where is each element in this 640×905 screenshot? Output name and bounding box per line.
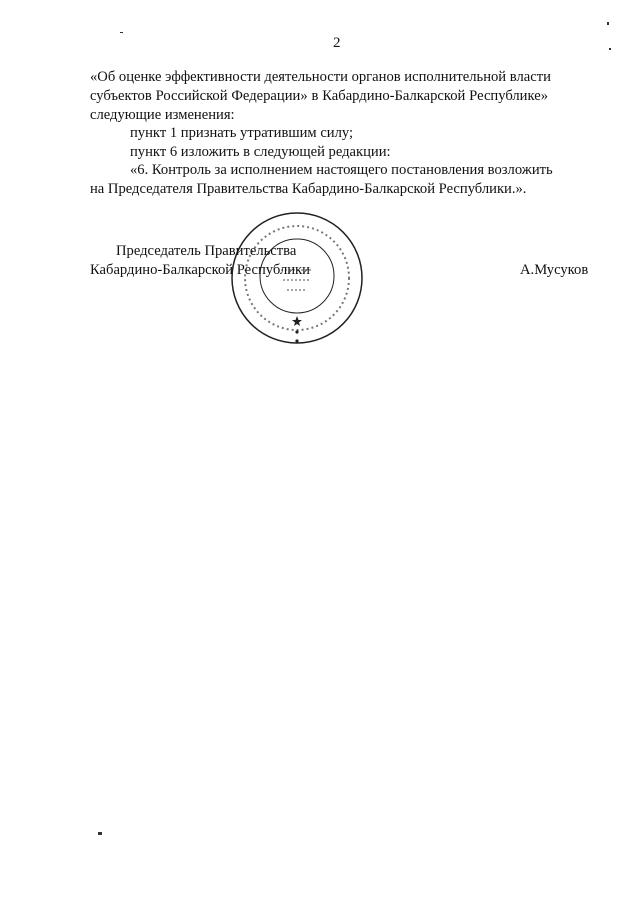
page-number: 2 [333,35,341,51]
paragraph-line: субъектов Российской Федерации» в Кабардино-Балкарской Республике» [90,88,548,104]
official-seal [229,210,365,350]
scan-speck [607,22,609,25]
paragraph-line: пункт 1 признать утратившим силу; [130,125,354,141]
signature-title-line1: Председатель Правительства [116,243,297,259]
scan-speck [98,832,102,835]
paragraph-line: на Председателя Правительства Кабардино-Балкарской Республики.». [90,181,527,197]
paragraph-line: следующие изменения: [90,107,235,123]
paragraph-line: пункт 6 изложить в следующей редакции: [130,144,391,160]
signature-title-line2: Кабардино-Балкарской Республики [90,262,310,278]
paragraph-line: «Об оценке эффективности деятельности органов исполнительной власти [90,69,551,85]
scan-speck [609,48,611,50]
scan-speck [120,32,123,33]
paragraph-line: «6. Контроль за исполнением настоящего постановления возложить [130,162,553,178]
signatory-name: А.Мусуков [520,262,589,278]
